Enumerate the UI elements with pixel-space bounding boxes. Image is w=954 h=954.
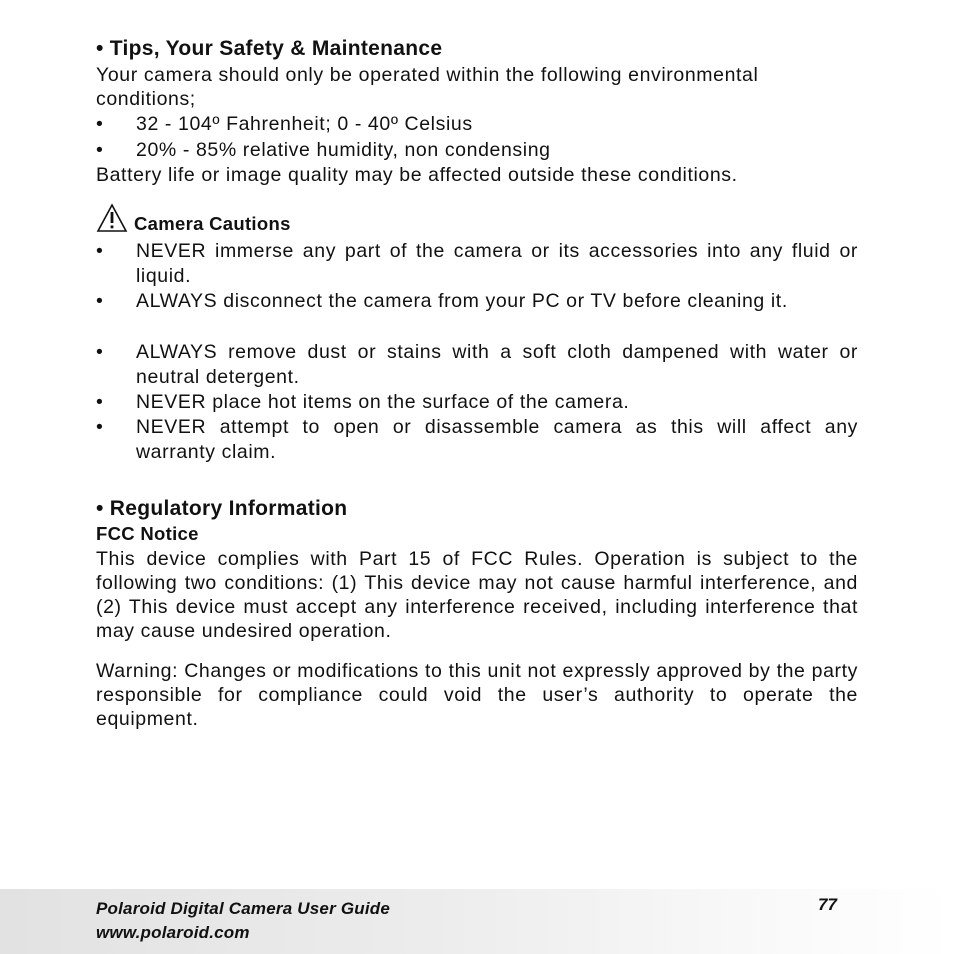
tips-heading: • Tips, Your Safety & Maintenance [96,37,443,60]
bullet-dot: • [96,139,104,161]
warning-paragraph: Warning: Changes or modifications to this unit not expressly approved by the party responsible for compliance could void the user’s authority to operate the equipment. [96,660,858,730]
regulatory-heading: • Regulatory Information [96,497,348,520]
caution-text: NEVER immerse any part of the camera or its accessories into any fluid or liquid. [136,240,858,287]
cautions-title: Camera Cautions [134,213,291,234]
condition-text: 32 - 104º Fahrenheit; 0 - 40º Celsius [136,113,473,135]
caution-item [96,289,858,339]
caution-text: ALWAYS disconnect the camera from your PC or TV before cleaning it. [136,290,788,312]
tips-note: Battery life or image quality may be affected outside these conditions. [96,164,738,186]
fcc-notice-heading: FCC Notice [96,523,199,544]
tips-intro: Your camera should only be operated within the following environmental conditions; [96,64,759,110]
footer-title: Polaroid Digital Camera User Guide [96,899,390,918]
caution-text: ALWAYS remove dust or stains with a soft cloth dampened with water or neutral detergent. [136,341,858,388]
condition-text: 20% - 85% relative humidity, non condensing [136,139,551,161]
page-number: 77 [818,895,837,914]
caution-item [96,239,858,289]
fcc-paragraph: This device complies with Part 15 of FCC Rules. Operation is subject to the following two conditions: (1) This device may not cause harmful interference, and (2) This device must accept any interference received, including interference that may cause undesired operation. [96,548,858,642]
page-footer [0,889,954,954]
bullet-dot: • [96,240,104,262]
caution-item [96,390,858,415]
bullet-dot: • [96,341,104,363]
caution-text: NEVER attempt to open or disassemble camera as this will affect any warranty claim. [136,416,858,463]
bullet-dot: • [96,290,104,312]
footer-url[interactable]: www.polaroid.com [96,923,250,942]
caution-item [96,415,858,465]
warning-icon [96,203,128,233]
bullet-dot: • [96,416,104,438]
caution-item [96,340,858,390]
bullet-dot: • [96,113,104,135]
bullet-dot: • [96,391,104,413]
caution-text: NEVER place hot items on the surface of the camera. [136,391,630,413]
